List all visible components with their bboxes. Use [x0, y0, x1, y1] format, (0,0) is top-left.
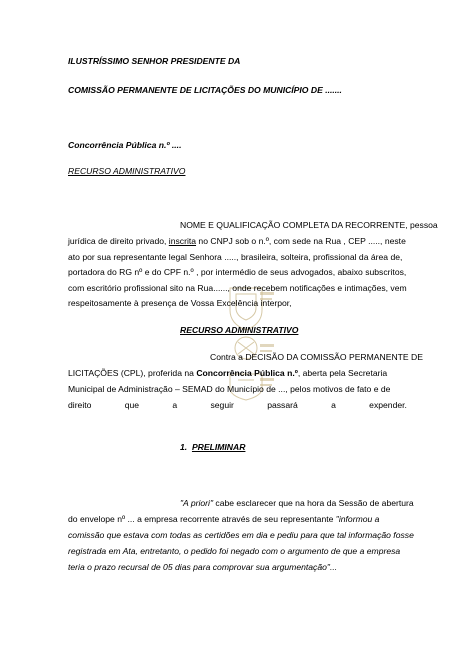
qualificacao-line-4: portadora do RG nº e do CPF n.º , por intermédio de seus advogados, abaixo subscritos,	[68, 267, 407, 277]
word: a	[331, 400, 336, 410]
a-priori-quote: "A priori"	[180, 498, 214, 508]
word: passará	[267, 400, 298, 410]
preliminar-line-4: registrada em Ata, entretanto, o pedido foi negado com o argumento de que a empresa	[68, 546, 401, 556]
inscrita-underlined: inscrita	[168, 236, 197, 246]
word: seguir	[210, 400, 234, 410]
concorrencia-bold: Concorrência Pública n.º	[196, 368, 298, 378]
section-1-heading	[180, 442, 245, 453]
preliminar-line-1	[180, 498, 414, 509]
qualificacao-line-1: NOME E QUALIFICAÇÃO COMPLETA DA RECORRENTE, pessoa	[180, 220, 438, 230]
word: expender.	[369, 400, 407, 410]
concorrencia-reference: Concorrência Pública n.º ....	[68, 140, 182, 150]
recurso-heading: RECURSO ADMINISTRATIVO	[180, 325, 299, 335]
preliminar-line-2a: do envelope nº ... a empresa recorrente através de seu representante	[68, 514, 336, 524]
preliminar-line-5: teria o prazo recursal de 05 dias para comprovar sua argumentação"...	[68, 562, 338, 572]
qualificacao-line-2a: jurídica de direito privado,	[68, 236, 169, 246]
section-number: 1.	[180, 442, 188, 452]
contra-line-4	[68, 400, 407, 411]
word: direito	[68, 400, 92, 410]
word: a	[172, 400, 178, 410]
qualificacao-line-5: com escritório profissional sito na Rua......, onde recebem notificações e intimações, vem	[68, 283, 407, 293]
document-title: RECURSO ADMINISTRATIVO	[68, 166, 186, 176]
addressee-line-2: COMISSÃO PERMANENTE DE LICITAÇÕES DO MUNICÍPIO DE .......	[68, 85, 342, 95]
addressee-line-1: ILUSTRÍSSIMO SENHOR PRESIDENTE DA	[68, 56, 241, 66]
preliminar-line-3: comissão que estava com todas as certidões em dia e pediu para que tal informação fosse	[68, 530, 414, 540]
qualificacao-line-2b: no CNPJ sob o n.º, com sede na Rua , CEP ....., neste	[196, 236, 406, 246]
preliminar-line-1b: cabe esclarecer que na hora da Sessão de abertura	[213, 498, 414, 508]
preliminar-quote-start: "informou a	[335, 514, 380, 524]
preliminar-line-2	[68, 514, 379, 525]
contra-line-2c: , aberta pela Secretaria	[297, 368, 388, 378]
qualificacao-line-3: ato por sua representante legal Senhora ....., brasileira, solteira, profissional da área de,	[68, 252, 403, 262]
contra-line-2a: LICITAÇÕES (CPL), proferida na	[68, 368, 197, 378]
contra-line-2	[68, 368, 387, 379]
qualificacao-line-6: respeitosamente à presença de Vossa Excelência interpor,	[68, 298, 292, 308]
contra-line-3: Municipal de Administração – SEMAD do Município de ..., pelos motivos de fato e de	[68, 384, 391, 394]
qualificacao-line-2	[68, 236, 408, 247]
section-title: PRELIMINAR	[191, 442, 246, 452]
contra-line-1: Contra a DECISÃO DA COMISSÃO PERMANENTE DE	[210, 352, 423, 362]
word: que	[124, 400, 140, 410]
